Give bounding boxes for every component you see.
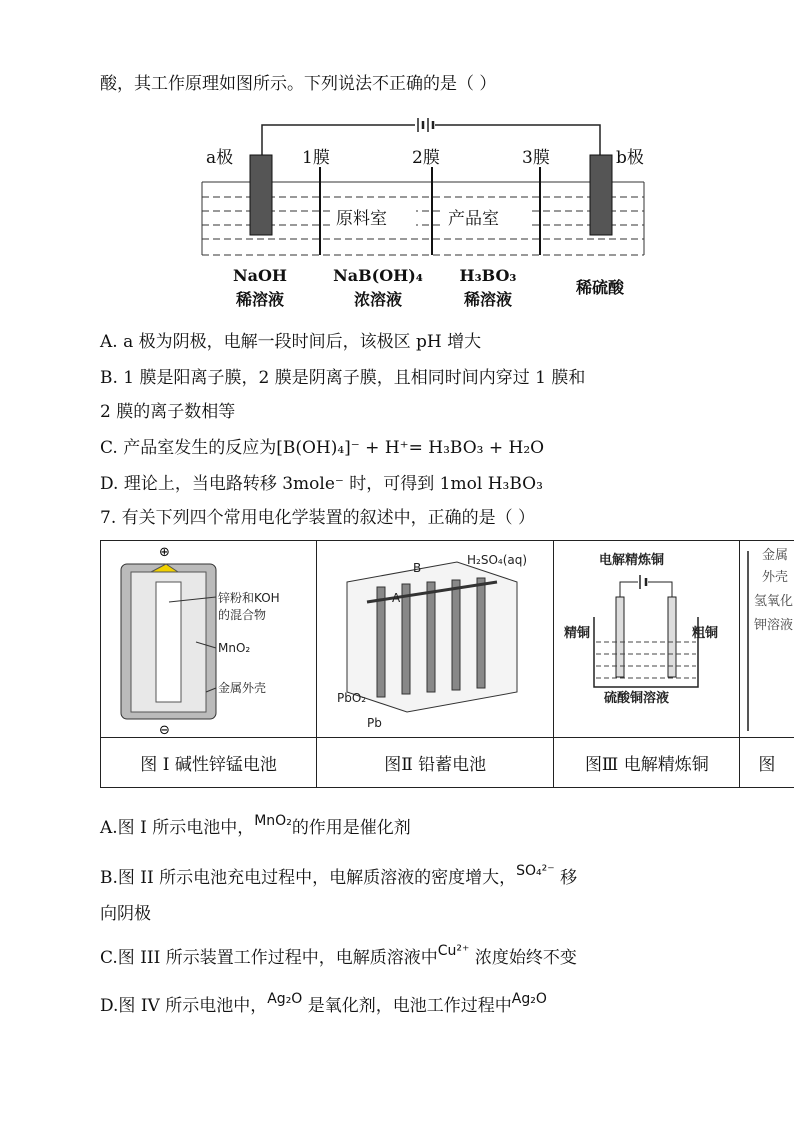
fig4-label-potassium-solution: 钾溶液 (754, 618, 794, 633)
figure-2-cell (317, 541, 554, 738)
q7-option-b-line2: 向阴极 (100, 904, 151, 924)
fig2-label-electrolyte: H₂SO₄(aq) (467, 552, 528, 567)
q7-option-c-prefix: C.图 III 所示装置工作过程中，电解质溶液中 (100, 948, 438, 968)
fig1-label-zinc: 锌粉和KOH (218, 590, 280, 605)
fig2-label-b: B (413, 560, 422, 575)
fig2-label-a: A (392, 590, 401, 605)
solution-1-desc: 稀溶液 (235, 290, 285, 309)
figure-1-cell (101, 541, 317, 738)
fig1-label-shell: 金属外壳 (218, 680, 267, 695)
fig2-label-pb: Pb (367, 715, 382, 730)
q7-option-d (100, 991, 547, 1019)
figure-3-cell (554, 541, 740, 738)
electrolysis-diagram (200, 115, 646, 315)
solution-3-formula: H₃BO₃ (459, 266, 517, 285)
q7-option-c-suffix: 浓度始终不变 (469, 948, 577, 968)
q6-option-d: D. 理论上，当电路转移 3mole⁻ 时，可得到 1mol H₃BO₃ (100, 474, 543, 494)
solution-1-formula: NaOH (232, 266, 288, 285)
electrode-a (250, 155, 272, 235)
q7-option-a-prefix: A.图 I 所示电池中， (100, 818, 255, 838)
q7-option-a (100, 813, 411, 841)
figure-4-caption: 图 (740, 738, 794, 788)
silver-zinc-battery-diagram (740, 541, 794, 736)
q7-option-c (100, 943, 577, 971)
label-a-electrode: a极 (206, 148, 234, 168)
fig4-label-hydroxide: 氢氧化 (754, 594, 794, 609)
figure-2-caption: 图Ⅱ 铅蓄电池 (317, 738, 554, 788)
label-membrane-2: 2膜 (412, 148, 440, 168)
fig1-label-mixture: 的混合物 (218, 607, 267, 622)
solution-3-desc: 稀溶液 (463, 290, 513, 309)
fig2-label-pbo2: PbO₂ (337, 690, 367, 705)
fig4-label-shell: 外壳 (762, 570, 789, 585)
q6-option-b-line2: 2 膜的离子数相等 (100, 402, 236, 422)
q7-stem: 7. 有关下列四个常用电化学装置的叙述中，正确的是（ ） (100, 508, 536, 528)
electrode-b (590, 155, 612, 235)
q6-stem: 酸，其工作原理如图所示。下列说法不正确的是（ ） (100, 74, 497, 94)
label-b-electrode: b极 (616, 148, 644, 168)
electrorefining-diagram (554, 542, 738, 737)
alkaline-battery-diagram (101, 542, 315, 737)
q7-option-a-suffix: 的作用是催化剂 (291, 818, 411, 838)
negative-terminal-label: ⊖ (159, 722, 170, 737)
q7-option-b-formula: SO₄²⁻ (516, 863, 555, 879)
q7-option-d-formula-1: Ag₂O (267, 991, 303, 1007)
label-product-room: 产品室 (448, 209, 499, 229)
figure-3-caption: 图Ⅲ 电解精炼铜 (554, 738, 740, 788)
positive-terminal-label: ⊕ (159, 544, 170, 560)
q6-option-c: C. 产品室发生的反应为[B(OH)₄]⁻ + H⁺= H₃BO₃ + H₂O (100, 438, 545, 458)
fig1-label-mno2: MnO₂ (218, 640, 251, 655)
q7-option-d-prefix: D.图 IV 所示电池中， (100, 996, 268, 1016)
fig3-label-pure-copper: 精铜 (564, 625, 591, 641)
q7-option-d-middle: 是氧化剂，电池工作过程中 (302, 996, 512, 1016)
fig3-title: 电解精炼铜 (599, 552, 665, 568)
q7-option-b-prefix: B.图 II 所示电池充电过程中，电解质溶液的密度增大， (100, 868, 517, 888)
q7-option-d-formula-2: Ag₂O (511, 991, 547, 1007)
label-membrane-3: 3膜 (522, 148, 550, 168)
fig4-label-metal: 金属 (762, 548, 789, 563)
fig3-label-solution: 硫酸铜溶液 (604, 690, 670, 706)
fig3-label-crude-copper: 粗铜 (692, 625, 719, 641)
q7-option-a-formula: MnO₂ (254, 813, 292, 829)
figure-1-caption: 图 I 碱性锌锰电池 (101, 738, 317, 788)
figure-table (100, 540, 794, 788)
label-membrane-1: 1膜 (302, 148, 330, 168)
figure-4-cell (740, 541, 794, 738)
q6-option-a: A. a 极为阴极，电解一段时间后，该极区 pH 增大 (100, 332, 482, 352)
q6-option-b-line1: B. 1 膜是阳离子膜，2 膜是阴离子膜，且相同时间内穿过 1 膜和 (100, 368, 586, 388)
lead-acid-battery-diagram (317, 542, 552, 737)
q7-option-b-suffix: 移 (554, 868, 578, 888)
label-raw-material-room: 原料室 (336, 209, 387, 229)
solution-2-formula: NaB(OH)₄ (333, 266, 423, 285)
q7-option-c-formula: Cu²⁺ (437, 943, 470, 959)
solution-2-desc: 浓溶液 (353, 290, 403, 309)
solution-4-name: 稀硫酸 (575, 278, 625, 297)
q7-option-b-line1 (100, 863, 578, 891)
